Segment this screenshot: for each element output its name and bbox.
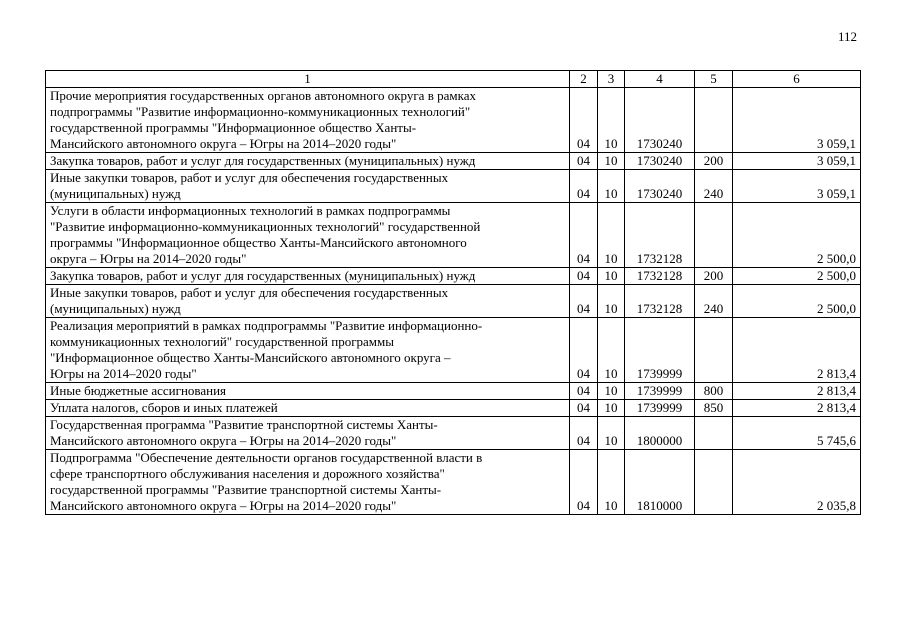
- row-csr: 1730240: [625, 170, 695, 203]
- row-csr: 1732128: [625, 285, 695, 318]
- row-vr: [695, 203, 733, 268]
- row-rz: 04: [570, 203, 598, 268]
- row-name: Государственная программа "Развитие транспортной системы Ханты- Мансийского автономного округа – Югры на 2014–2020 годы": [46, 417, 570, 450]
- page-number: 112: [838, 29, 858, 44]
- header-col-1: 1: [46, 71, 570, 88]
- table-row: [46, 203, 861, 268]
- row-sum: 2 500,0: [733, 285, 861, 318]
- row-vr: 800: [695, 383, 733, 400]
- row-sum: 2 500,0: [733, 268, 861, 285]
- row-rz: 04: [570, 170, 598, 203]
- row-csr: 1732128: [625, 203, 695, 268]
- row-sum: 2 813,4: [733, 383, 861, 400]
- row-pr: 10: [598, 153, 625, 170]
- table-row: [46, 88, 861, 153]
- row-csr: 1739999: [625, 400, 695, 417]
- row-pr: 10: [598, 318, 625, 383]
- row-csr: 1730240: [625, 153, 695, 170]
- row-sum: 2 813,4: [733, 400, 861, 417]
- budget-table: [45, 70, 861, 515]
- row-vr: [695, 450, 733, 515]
- row-pr: 10: [598, 450, 625, 515]
- table-row: [46, 268, 861, 285]
- row-name: Закупка товаров, работ и услуг для государственных (муниципальных) нужд: [46, 268, 570, 285]
- row-rz: 04: [570, 383, 598, 400]
- header-col-6: 6: [733, 71, 861, 88]
- row-vr: 240: [695, 285, 733, 318]
- row-pr: 10: [598, 400, 625, 417]
- row-name: Закупка товаров, работ и услуг для государственных (муниципальных) нужд: [46, 153, 570, 170]
- row-name: Иные закупки товаров, работ и услуг для обеспечения государственных (муниципальных) нужд: [46, 285, 570, 318]
- row-pr: 10: [598, 285, 625, 318]
- row-sum: 5 745,6: [733, 417, 861, 450]
- row-sum: 2 813,4: [733, 318, 861, 383]
- row-pr: 10: [598, 417, 625, 450]
- table-row: [46, 383, 861, 400]
- row-csr: 1732128: [625, 268, 695, 285]
- row-pr: 10: [598, 383, 625, 400]
- table-row: [46, 450, 861, 515]
- table-row: [46, 170, 861, 203]
- row-pr: 10: [598, 268, 625, 285]
- row-pr: 10: [598, 88, 625, 153]
- header-col-5: 5: [695, 71, 733, 88]
- row-sum: 2 500,0: [733, 203, 861, 268]
- row-rz: 04: [570, 417, 598, 450]
- row-vr: 850: [695, 400, 733, 417]
- row-vr: [695, 417, 733, 450]
- header-row: [46, 71, 861, 88]
- row-name: Прочие мероприятия государственных органов автономного округа в рамках подпрограммы "Развитие информационно-коммуникационных технологий" государственной программы "Информационное общество Ханты- Мансийского автономного округа – Югры на 2014–2020 годы": [46, 88, 570, 153]
- row-name: Иные закупки товаров, работ и услуг для обеспечения государственных (муниципальных) нужд: [46, 170, 570, 203]
- row-rz: 04: [570, 268, 598, 285]
- row-sum: 3 059,1: [733, 88, 861, 153]
- row-vr: [695, 88, 733, 153]
- table-row: [46, 400, 861, 417]
- row-vr: 200: [695, 268, 733, 285]
- table-row: [46, 285, 861, 318]
- row-name: Услуги в области информационных технологий в рамках подпрограммы "Развитие информационно-коммуникационных технологий" государственной программы "Информационное общество Ханты-Мансийского автономного округа – Югры на 2014–2020 годы": [46, 203, 570, 268]
- row-rz: 04: [570, 318, 598, 383]
- table-row: [46, 318, 861, 383]
- row-pr: 10: [598, 170, 625, 203]
- header-col-2: 2: [570, 71, 598, 88]
- row-csr: 1730240: [625, 88, 695, 153]
- row-csr: 1739999: [625, 318, 695, 383]
- row-csr: 1810000: [625, 450, 695, 515]
- row-vr: 200: [695, 153, 733, 170]
- row-name: Подпрограмма "Обеспечение деятельности органов государственной власти в сфере транспортного обслуживания населения и дорожного хозяйства" государственной программы "Развитие транспортной системы Ханты- Мансийского автономного округа – Югры на 2014–2020 годы": [46, 450, 570, 515]
- row-rz: 04: [570, 153, 598, 170]
- row-name: Иные бюджетные ассигнования: [46, 383, 570, 400]
- header-col-3: 3: [598, 71, 625, 88]
- row-sum: 3 059,1: [733, 170, 861, 203]
- row-name: Уплата налогов, сборов и иных платежей: [46, 400, 570, 417]
- table-row: [46, 153, 861, 170]
- row-csr: 1800000: [625, 417, 695, 450]
- row-rz: 04: [570, 88, 598, 153]
- row-rz: 04: [570, 285, 598, 318]
- row-vr: 240: [695, 170, 733, 203]
- row-pr: 10: [598, 203, 625, 268]
- row-rz: 04: [570, 400, 598, 417]
- row-sum: 2 035,8: [733, 450, 861, 515]
- row-csr: 1739999: [625, 383, 695, 400]
- row-sum: 3 059,1: [733, 153, 861, 170]
- row-name: Реализация мероприятий в рамках подпрограммы "Развитие информационно- коммуникационных технологий" государственной программы "Информационное общество Ханты-Мансийского автономного округа – Югры на 2014–2020 годы": [46, 318, 570, 383]
- table-row: [46, 417, 861, 450]
- row-rz: 04: [570, 450, 598, 515]
- header-col-4: 4: [625, 71, 695, 88]
- row-vr: [695, 318, 733, 383]
